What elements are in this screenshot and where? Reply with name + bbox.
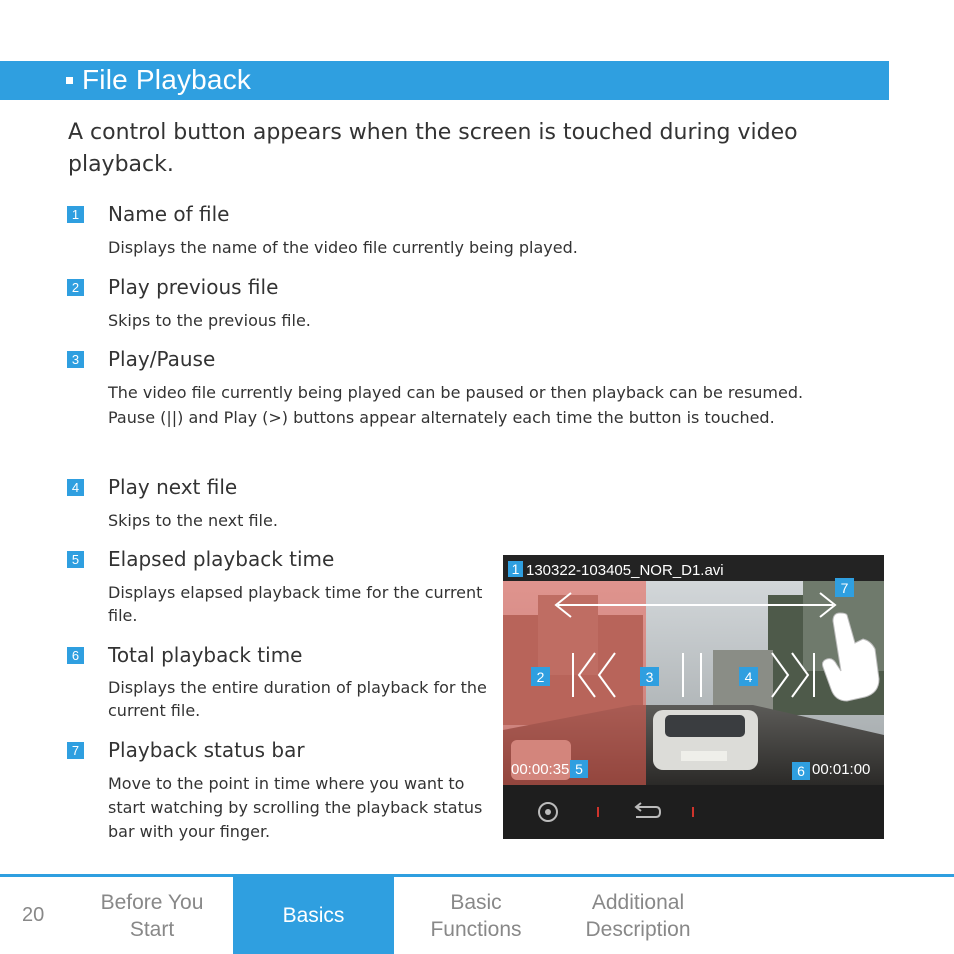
marker-label: 3 xyxy=(645,669,654,685)
tab-label: Description xyxy=(585,917,691,941)
bullet-icon xyxy=(66,77,73,84)
item-title: Name of file xyxy=(108,202,230,226)
number-badge: 1 xyxy=(67,206,84,223)
item-title: Total playback time xyxy=(108,643,303,667)
item-title: Elapsed playback time xyxy=(108,547,335,571)
marker-label: 2 xyxy=(536,669,545,685)
number-badge: 5 xyxy=(67,551,84,568)
section-title: File Playback xyxy=(82,64,252,95)
marker-label: 6 xyxy=(797,763,805,779)
item-title: Playback status bar xyxy=(108,738,305,762)
item-description: Skips to the previous file. xyxy=(108,311,311,330)
item-title: Play previous file xyxy=(108,275,279,299)
tab-additional-description[interactable] xyxy=(558,877,718,954)
marker-label: 4 xyxy=(744,669,753,685)
page-number: 20 xyxy=(22,904,45,926)
section-header xyxy=(0,61,889,100)
number-badge: 2 xyxy=(67,279,84,296)
tab-basics[interactable] xyxy=(233,877,394,954)
marker-label: 1 xyxy=(511,561,520,577)
filename-label: 130322-103405_NOR_D1.avi xyxy=(526,562,724,579)
item-description: The video file currently being played can be paused or then playback can be resumed. Pause (||) and Play (>) buttons appear alternately each time the button is touched. xyxy=(108,383,804,427)
tab-label: Basic xyxy=(450,890,502,914)
marker-label: 7 xyxy=(840,580,849,596)
tab-label: Start xyxy=(129,917,175,941)
elapsed-time: 00:00:35 xyxy=(511,761,570,778)
item-description: Skips to the next file. xyxy=(108,511,278,530)
intro-text: A control button appears when the screen is touched during video playback. xyxy=(68,120,798,177)
item-title: Play/Pause xyxy=(108,347,216,371)
tab-label: Basics xyxy=(282,904,345,927)
playback-screenshot xyxy=(503,555,884,839)
item-description: Displays elapsed playback time for the current file. xyxy=(108,583,483,625)
item-title: Play next file xyxy=(108,475,238,499)
tab-label: Functions xyxy=(430,917,522,941)
marker-label: 5 xyxy=(575,761,583,777)
number-badge: 6 xyxy=(67,647,84,664)
tab-label: Before You xyxy=(100,890,204,914)
item-description: Displays the name of the video file currently being played. xyxy=(108,238,578,257)
tab-basic-functions[interactable] xyxy=(396,877,556,954)
number-badge: 3 xyxy=(67,351,84,368)
total-time: 00:01:00 xyxy=(812,761,871,778)
tab-before-you-start[interactable] xyxy=(72,877,232,954)
number-badge: 4 xyxy=(67,479,84,496)
tab-label: Additional xyxy=(591,890,685,914)
footer-nav xyxy=(0,874,954,954)
item-description: Displays the entire duration of playback for the current file. xyxy=(108,678,487,720)
number-badge: 7 xyxy=(67,742,84,759)
item-description: Move to the point in time where you want to start watching by scrolling the playback status bar with your finger. xyxy=(108,774,483,841)
